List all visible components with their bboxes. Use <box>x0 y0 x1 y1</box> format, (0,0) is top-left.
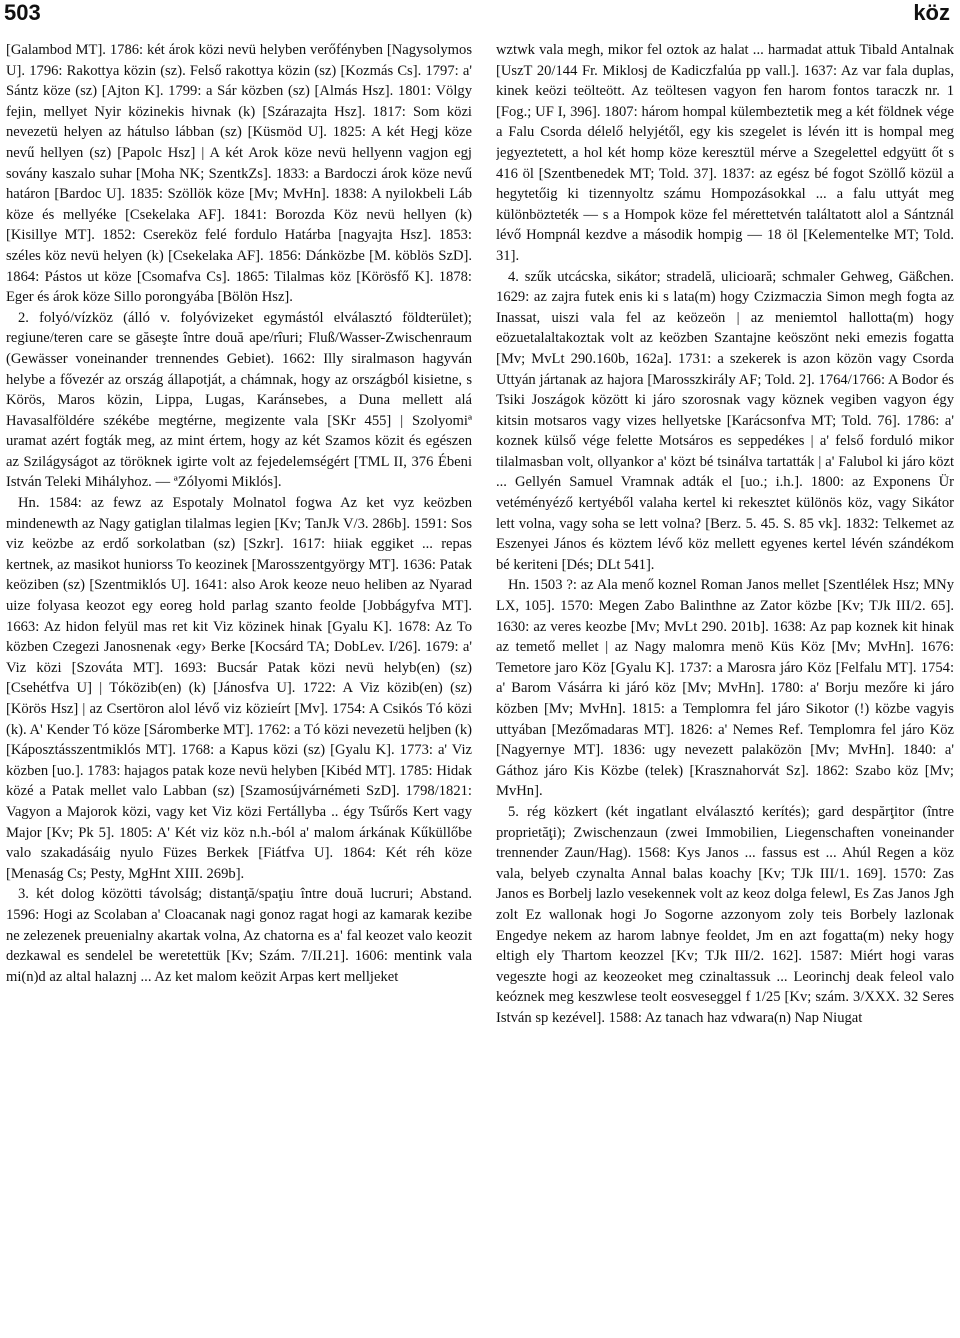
page-number: 503 <box>4 0 41 25</box>
entry-paragraph: 5. rég közkert (két ingatlant elválasztó kerítés); gard despărţitor (între proprietăţi); Zwischenzaun (zwei Immobilien, Liegenschaften voneinander trennender Zaun/Hag). 1568: Kys Janos ... fassus est ... Ahúl Regen a köz vala, belyeb czynalta Annal balas koachy [Kv; TJk III/1. 169]. 1570: Zas Janos es Borbelj lazlo vesekennek volt az keoz dolga felewl, Es Zas Janos Jgh zolt Ez wallonak hogi Jo Sogorne azzonyom zoly teis Borbely lazlonak Engedye nekem az harom labnye feoldet, Jm en azt fogatta(m) neky hogy eltigh ely Thartom keozzel [Kv; TJk III/2. 162]. 1587: Miért hogi varas vegeszte hogi az keozeoket meg czinaltassuk ... Leorinchj deak feleol valo keóznek meg keszwlese teolt eosveseggel f 1/25 [Kv; szám. 3/XXX. 32 Seres István sp kezével]. 1588: Az tanach haz vdwara(n) Nap Niugat <box>496 803 954 1026</box>
entry-paragraph: 2. folyó/vízköz (álló v. folyóvizeket egymástól elválasztó földterület); regiune/teren care se găseşte între două ape/rîuri; Fluß/Wasser-Zwischenraum (Gewässer voneinander trennendes Gebiet). 1662: Illy siralmason hagyván helybe a fővezér az ország állapotját, a chámnak, hogy az országból kisietne, s Körös, Maros közin, Lippa, Lugas, Karánsebes, a Duna mellett alá Havasalföldére székébe megtérne, megizente vala [SKr 455] | Szolyomiª uramat azért fogták meg, az mint értem, hogy az két Szamos közit és egészen az Szilágyságot az töröknek igirte volt az fejedelemségért [TML II, 376 Ébeni István Teleki Mihályhoz. — ªZólyomi Miklós]. <box>6 309 472 491</box>
running-headword: köz <box>913 0 950 25</box>
entry-paragraph: 4. szűk utcácska, sikátor; stradelă, ulicioară; schmaler Gehweg, Gäßchen. 1629: az zajra futek enis ki s lata(m) hogy Czizmaczia Simon megh fogta az Inassat, uiszi vala fel az keözeön | az meniemtol hallotta(m) hogy eözuetalaltakoztak volt az keözben Szantajne keöszönt neki emezis fogatta [Mv; MvLt 290.160b, 162a]. 1731: a szekerek is azon közön vagy Csorda Uttyán jártanak az hajora [Marosszkirály AF; Told. 2]. 1764/1766: A Bodor és Tsiki Joszágok között ki járo szorosnak vagy köznek vegiben vagyon égy kitsin motsaros vagy vizes hellyetske [Karácsonfva MT; Told. 76]. 1786: a' koznek külső vége felette Motsáros es seppedékes | a' felső forduló mikor tilalmasban volt, ollyankor a' közt bé tsinálva tartatták | a' Falubol ki járo közt ... Gellyén Samuel Vramnak adták el [uo.; i.h.]. 1800: az Exponens Ür vetéményéző kertyéből valaha kertel ki rekesztet különös köz, vagy Sikátor lett volna, vagy soha se lett volna? [Berz. 5. 45. S. 85 vk]. 1832: Telkemet az Eszenyei János és köztem lévő köz mellett egyenes kertel lévén szándékom bé keriteni [Dés; DLt 541]. <box>496 268 954 573</box>
left-column <box>6 40 472 1330</box>
entry-paragraph: wztwk vala megh, mikor fel oztok az halat ... harmadat attuk Tibald Antalnak [UszT 20/144 Fr. Miklosj de Kadiczfalúa pp vall.]. 1637: Az var fala duplas, kinek keözi teölteött. Az teöltesen vagyon fen harom fontos taraczk nr. 1 [Fog.; UF I, 396]. 1807: három hompal külembeztetik meg a két földnek vége a Falu Csorda délelő helyjétől, egy kis szegelet is lévén itt is hompal meg jegyeztetett, a hol két homp köze keresztül mérve a Szegelettel edgyütt őt s 416 öl [Szentbenedek MT; Told. 37]. 1837: az egész bé fogot Szöllő közül a hegytetőig ki tizennyoltz számu Hompozásokkal ... a falu uttyát meg különbözteték — s a Hompok köze fel mérettetvén találtatott alol a Sántznál lévő Hompnál kezdve a második hompig — 18 öl [Kelementelke MT; Told. 31]. <box>496 42 954 264</box>
right-column <box>496 40 954 1330</box>
entry-paragraph: Hn. 1584: az fewz az Espotaly Molnatol fogwa Az ket vyz keözben mindenewth az Nagy gatiglan tilalmas legien [Kv; TanJk V/3. 286b]. 1591: Sos viz keözbe az erdő sorkolatban (sz) [Szkr]. 1617: hiiak eggiket ... repas kertnek, az masikot huniorss To keozinek [Marosszentgyörgy MT]. 1636: Patak keöziben (sz) [Szentmiklós U]. 1641: also Arok keoze neuo heliben az Nyarad uize folyasa keozot egy eoreg hold parlag szanto feolde [Jobbágyfva MT]. 1663: Az hidon felyül mas ret kit Viz közinek hinak [Gyalu K]. 1678: Az To közben Czegezi Janosnenak ‹egy› Berke [Kocsárd TA; DobLev. I/26]. 1679: a' Viz közi [Szováta MT]. 1693: Bucsár Patak közi nevü helyb(en) (sz) [Csehétfva U] | Tóközib(en) (k) [Jánosfva U]. 1722: A Viz közib(en) (sz) [Körös Hsz] | az Csertöron alol lévő viz közieírt [Mv]. 1754: A Csikós Tó közi (k). A' Kender Tó köze [Sáromberke MT]. 1762: a Tó közi nevezetü heljben (k) [Káposztásszentmiklós MT]. 1768: a Kapus közi (sz) [Gyalu K]. 1773: a' Viz közben [uo.]. 1783: hajagos patak koze nevü helyben [Kibéd MT]. 1785: Hidak közé a Patak mellet valo Labban (sz) [Szamosújvárnémeti SzD]. 1798/1821: Vagyon a Majorok közi, vagy ket Viz közi Fertállyba .. égy Tsűrős Kert vagy Major [Kv; Pk 5]. 1805: A' Két viz köz n.h.-ból a' malom árkának Kűküllőbe valo szakadásáig nyulo Füzes Berkek [Fiátfva U]. 1864: Két réh köze [Menaság Cs; Pesty, MgHnt XIII. 269b]. <box>6 495 472 882</box>
page-header <box>0 0 960 30</box>
entry-paragraph: 3. két dolog közötti távolság; distanţă/spaţiu între două lucruri; Abstand. 1596: Hogi az Scolaban a' Cloacanak nagi gonoz ragat hogi az kamarak kezibe ne zelezenek preuenialny akartak volna, Az chatorna es a' fal keozet valo keozit dezkawal es sendelel be weretettük [Kv; Szám. 7/II.21]. 1606: mentink vala mi(n)d az altal halaznj ... Az ket malom keözit Arpas kert melljeket <box>6 886 472 985</box>
entry-paragraph: Hn. 1503 ?: az Ala menő koznel Roman Janos mellet [Szentlélek Hsz; MNy LX, 105]. 1570: Megen Zabo Balinthne az Zator közbe [Kv; TJk III/2. 65]. 1630: az veres keozbe [Mv; MvLt 290. 201b]. 1638: Az pap koznek kit hinak az temető mellet | az Nagy malomra menö Küs Köz [Mv; MvHn]. 1676: Temetore jaro Köz [Gyalu K]. 1737: a Marosra járo Köz [Felfalu MT]. 1754: a' Barom Vásárra ki járó köz [Mv; MvHn]. 1780: a' Borju mezőre ki járo közben [Mv; MvHn]. 1815: a Templomra fel járo Sikotor (!) közbe vagyis uttyában [Mezőmadaras MT]. 1826: a' Nemes Ref. Templomra fel járo Köz [Nagyernye MT]. 1836: ugy nevezett palaközön [Mv; MvHn]. 1840: a' Gáthoz járo Kis Közbe (telek) [Krasznahorvát Sz]. 1862: Szabo köz [Mv; MvHn]. <box>496 577 954 800</box>
entry-paragraph: [Galambod MT]. 1786: két árok közi nevü helyben verőfényben [Nagysolymos U]. 1796: Rakottya közin (sz). Felső rakottya közin (sz) [Kozmás Cs]. 1797: a' Sántz köze (sz) [Ajton K]. 1799: a Sár közben (sz) [Almás Hsz]. 1801: Völgy fejin, mellyet Nyir közinekis hivnak (k) [Szárazajta Hsz]. 1817: Som közi nevezetü helyen az hátulso lábban (sz) [Küsmöd U]. 1825: A két Hegj köze nevű hellyen (sz) [Papolc Hsz] | A két Arok köze nevü hellyenn vagjon egj sovány kaszalo suhar [Moha NK; SzentkZs]. 1833: a Bardoczi árok köze nevű határon [Bardoc U]. 1835: Szöllök köze [Mv; MvHn]. 1838: A nyilokbeli Láb köze és mellyéke [Csekelaka AF]. 1841: Borozda Köz nevü hellyen (k) [Kisillye MT]. 1852: Csereköz felé fordulo Határba [nagyajta Hsz]. 1853: széles köz nevü helyen (k) [Csekelaka AF]. 1856: Dánközbe [M. köblös SzD]. 1864: Pástos ut köze [Csomafva Cs]. 1865: Tilalmas köz [Körösfő K]. 1878: Eger és árok köze Sillo porongyába [Bölön Hsz]. <box>6 42 472 306</box>
